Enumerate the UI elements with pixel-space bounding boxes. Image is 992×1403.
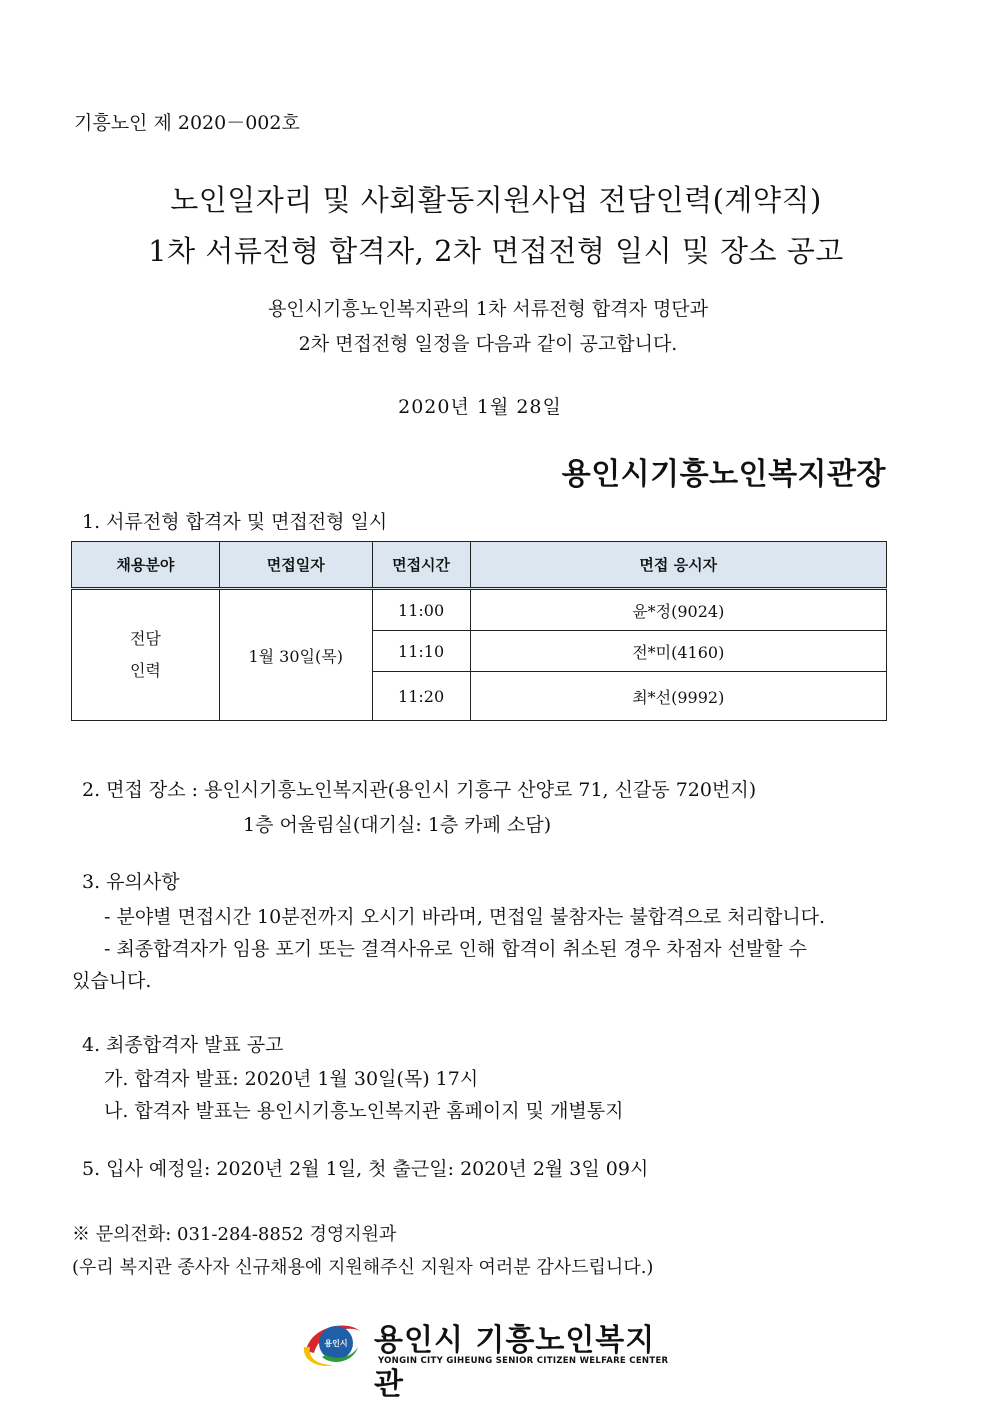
header-time: 면접시간	[372, 542, 470, 589]
interview-date-cell: 1월 30일(목)	[219, 589, 372, 721]
candidate-cell: 전*미(4160)	[470, 631, 886, 672]
field-line-1: 전담	[129, 629, 161, 648]
time-cell: 11:20	[372, 672, 470, 721]
section-2-room: 1층 어울림실(대기실: 1층 카페 소담)	[243, 814, 552, 836]
thanks-note: (우리 복지관 종사자 신규채용에 지원해주신 지원자 여러분 감사드립니다.)	[72, 1257, 654, 1278]
title-line-2: 1차 서류전형 합격자, 2차 면접전형 일시 및 장소 공고	[148, 234, 844, 268]
field-cell	[72, 589, 220, 721]
title-line-1: 노인일자리 및 사회활동지원사업 전담인력(계약직)	[170, 183, 822, 217]
welfare-center-logo	[300, 1313, 670, 1402]
notice-date: 2020년 1월 28일	[398, 396, 562, 418]
section-4-heading: 4. 최종합격자 발표 공고	[82, 1034, 284, 1056]
header-field: 채용분야	[72, 542, 220, 589]
logo-name: 용인시 기흥노인복지관	[374, 1323, 656, 1402]
section-5-dates: 5. 입사 예정일: 2020년 2월 1일, 첫 출근일: 2020년 2월 3일 09시	[82, 1158, 649, 1180]
section-3-bullet-2: - 최종합격자가 임용 포기 또는 결격사유로 인해 합격이 취소된 경우 차점자 선발할 수	[104, 938, 807, 960]
time-cell: 11:00	[372, 589, 470, 631]
time-cell: 11:10	[372, 631, 470, 672]
section-2-location: 2. 면접 장소 : 용인시기흥노인복지관(용인시 기흥구 산양로 71, 신갈동 720번지)	[82, 779, 757, 801]
signer: 용인시기흥노인복지관장	[561, 457, 886, 492]
table-row	[72, 589, 887, 631]
section-4-item-b: 나. 합격자 발표는 용인시기흥노인복지관 홈페이지 및 개별통지	[104, 1100, 624, 1122]
logo-subtitle: YONGIN CITY GIHEUNG SENIOR CITIZEN WELFARE CENTER	[378, 1356, 669, 1366]
header-candidate: 면접 응시자	[470, 542, 886, 589]
section-1-heading: 1. 서류전형 합격자 및 면접전형 일시	[82, 511, 388, 533]
header-date: 면접일자	[219, 542, 372, 589]
candidate-cell: 윤*정(9024)	[470, 589, 886, 631]
section-3-bullet-2-cont: 있습니다.	[72, 970, 152, 992]
intro-line-2: 2차 면접전형 일정을 다음과 같이 공고합니다.	[298, 333, 678, 355]
emblem-text: 용인시	[324, 1339, 348, 1348]
emblem-icon	[300, 1313, 370, 1373]
contact-info: ※ 문의전화: 031-284-8852 경영지원과	[72, 1224, 397, 1245]
table-header-row	[72, 542, 887, 589]
interview-schedule-table	[71, 541, 887, 721]
section-3-heading: 3. 유의사항	[82, 871, 180, 893]
candidate-cell: 최*선(9992)	[470, 672, 886, 721]
document-number: 기흥노인 제 2020－002호	[74, 112, 300, 134]
section-4-item-a: 가. 합격자 발표: 2020년 1월 30일(목) 17시	[104, 1068, 479, 1090]
field-line-2: 인력	[129, 661, 161, 680]
intro-line-1: 용인시기흥노인복지관의 1차 서류전형 합격자 명단과	[267, 298, 709, 320]
section-3-bullet-1: - 분야별 면접시간 10분전까지 오시기 바라며, 면접일 불참자는 불합격으로 처리합니다.	[104, 906, 826, 928]
